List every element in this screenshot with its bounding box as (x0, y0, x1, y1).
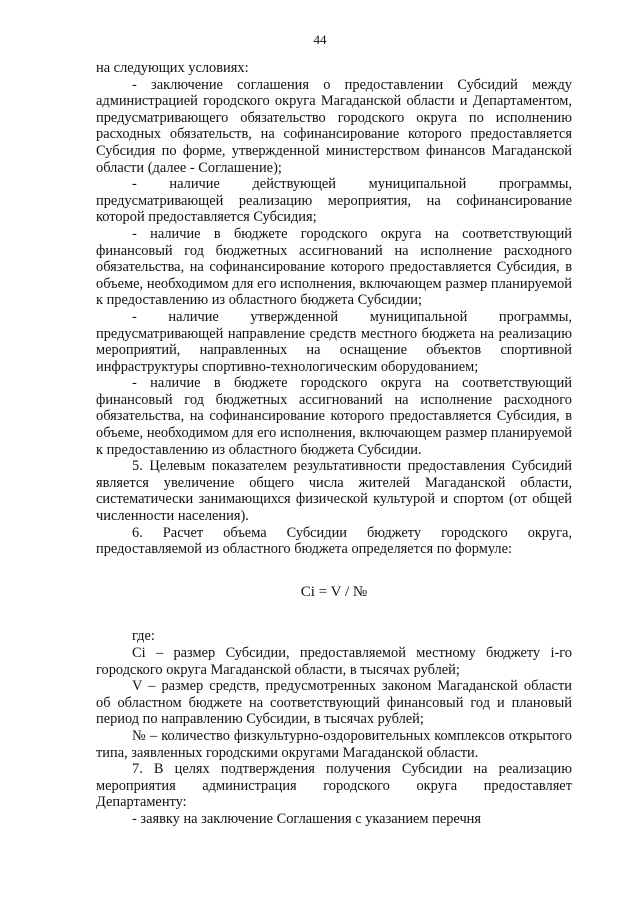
paragraph-condition-budget-allocation: - наличие в бюджете городского округа на соответствующий финансовый год бюджетных ассигнований на исполнение расходного обязательства, на софинансирование которого предоставляется Субсидия, в объеме, необходимом для его исполнения, включающем размер планируемой к предоставлению из областного бюджета Субсидии. (96, 375, 572, 458)
paragraph-item-5: 5. Целевым показателем результативности предоставления Субсидий является увеличение общего числа жителей Магаданской области, систематически занимающихся физической культурой и спортом (от общей численности населения). (96, 458, 572, 525)
paragraph-condition-program: - наличие действующей муниципальной программы, предусматривающей реализацию мероприятия, на софинансирование которой предоставляется Субсидия; (96, 176, 572, 226)
paragraph-item-6: 6. Расчет объема Субсидии бюджету городского округа, предоставляемой из областного бюджета определяется по формуле: (96, 524, 572, 558)
paragraph-application: - заявку на заключение Соглашения с указанием перечня (132, 810, 481, 827)
paragraph-condition-budget: - наличие в бюджете городского округа на соответствующий финансовый год бюджетных ассигнований на исполнение расходного обязательства, на софинансирование которого предоставляется Субсидия, в объеме, необходимом для его исполнения, включающем размер планируемой к предоставлению из областного бюджета Субсидии; (96, 225, 572, 309)
formula: Ci = V / № (300, 583, 368, 600)
paragraph-where: где: (132, 628, 155, 645)
paragraph-def-n: № – количество физкультурно-оздоровительных комплексов открытого типа, заявленных городскими округами Магаданской области. (96, 727, 572, 761)
paragraph-condition-agreement: - заключение соглашения о предоставлении Субсидий между администрацией городского округа Магаданской области и Департаментом, предусматривающего обязательство городского округа по исполнению расходных обязательств, на софинансирование которого предоставляется Субсидия по форме, утвержденной министерством финансов Магаданской области (далее - Соглашение); (96, 76, 572, 176)
document-body (96, 60, 572, 828)
paragraph-def-ci: Ci – размер Субсидии, предоставляемой местному бюджету i-го городского округа Магаданской области, в тысячах рублей; (96, 645, 572, 678)
paragraph-intro: на следующих условиях: (96, 60, 249, 76)
paragraph-def-v: V – размер средств, предусмотренных законом Магаданской области об областном бюджете на соответствующий финансовый год и плановый период по направлению Субсидии, в тысячах рублей; (96, 678, 572, 728)
page-number: 44 (313, 32, 327, 47)
paragraph-condition-approved-program: - наличие утвержденной муниципальной программы, предусматривающей направление средств местного бюджета на реализацию мероприятий, направленных на оснащение объектов спортивной инфраструктуры спортивно-технологическим оборудованием; (96, 308, 572, 375)
paragraph-item-7: 7. В целях подтверждения получения Субсидии на реализацию мероприятия администрация городского округа предоставляет Департаменту: (96, 761, 572, 811)
